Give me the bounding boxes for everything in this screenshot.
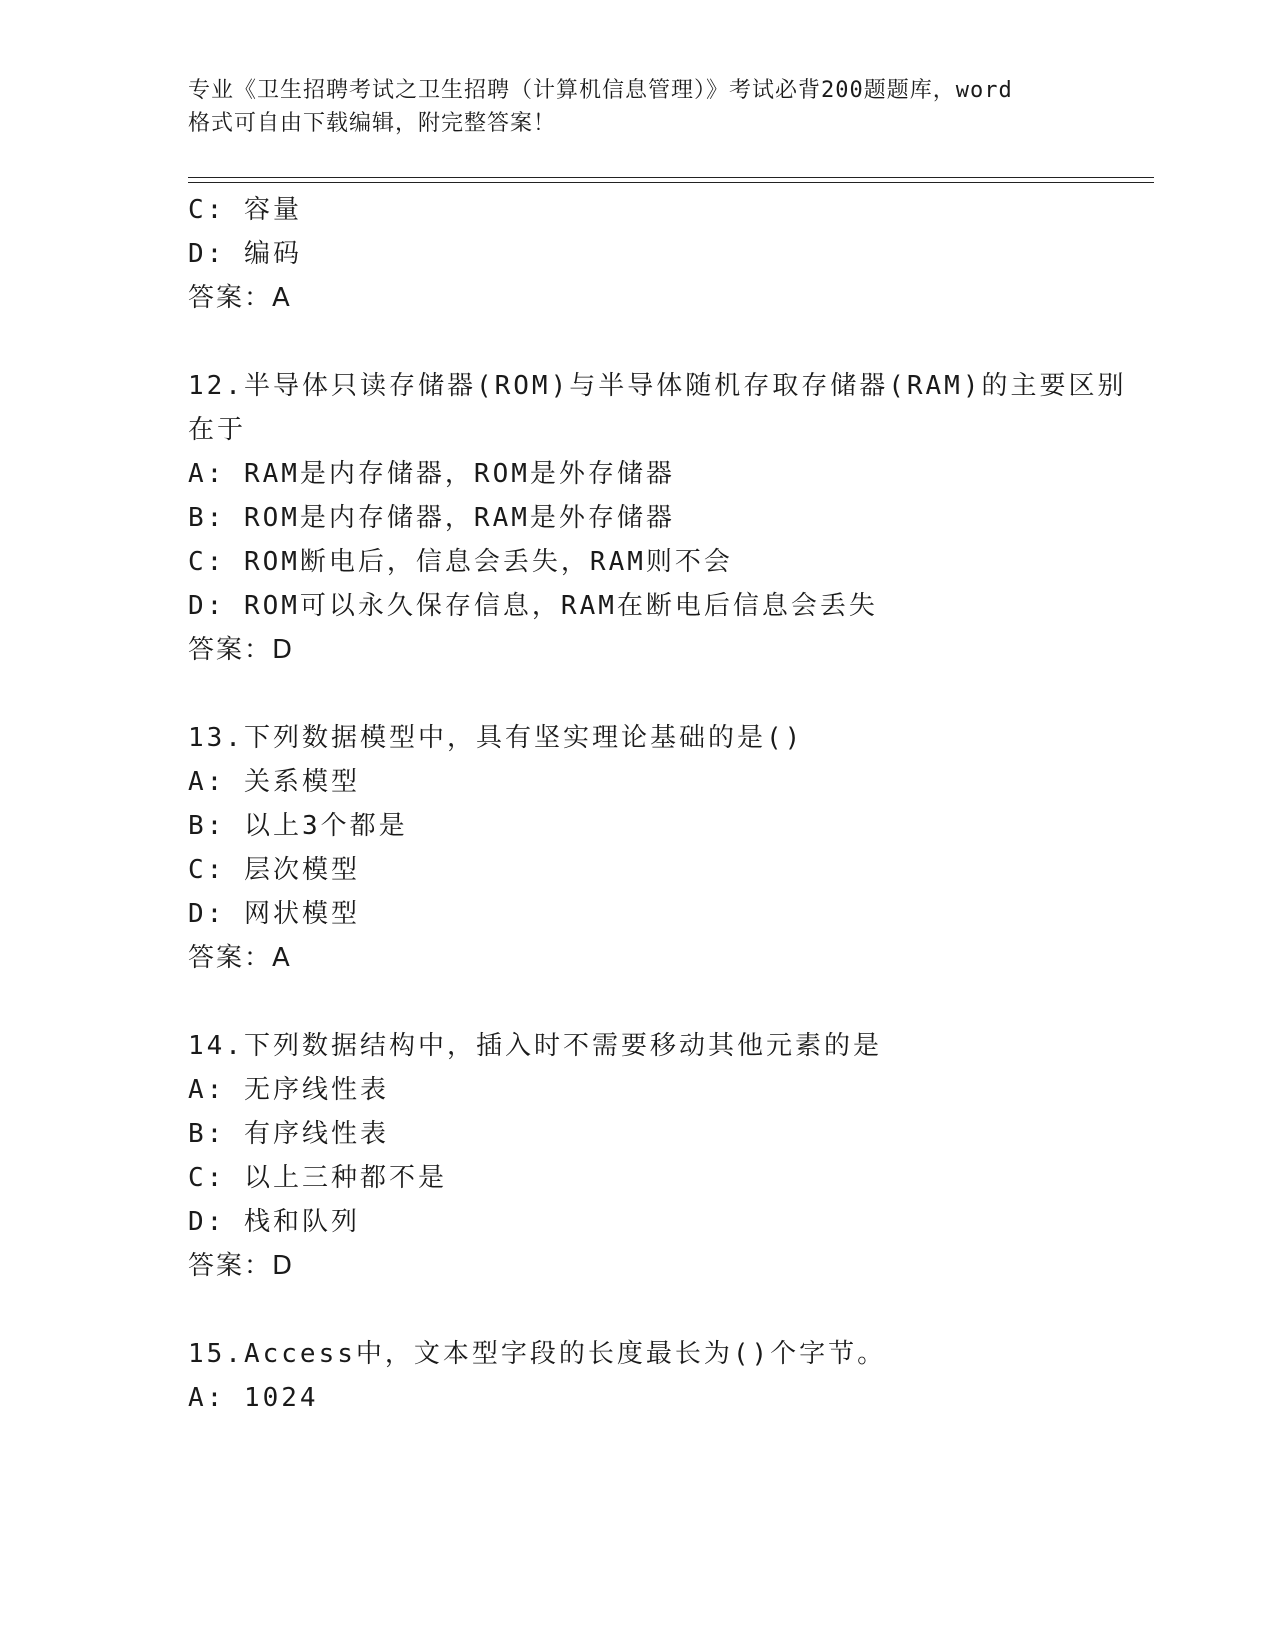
q14-option-b: B: 有序线性表 — [188, 1119, 389, 1149]
q12-option-a: A: RAM是内存储器，ROM是外存储器 — [188, 459, 675, 489]
q13-option-a: A: 关系模型 — [188, 767, 360, 797]
q12-answer: 答案：D — [188, 635, 295, 665]
q11-option-c: C: 容量 — [188, 195, 302, 225]
q14-answer: 答案：D — [188, 1251, 295, 1281]
q12-option-d: D: ROM可以永久保存信息，RAM在断电后信息会丢失 — [188, 591, 878, 621]
q13-option-c: C: 层次模型 — [188, 855, 360, 885]
header-divider-top — [188, 177, 1154, 178]
header-title-line2: 格式可自由下载编辑，附完整答案！ — [188, 111, 557, 136]
q15-option-a: A: 1024 — [188, 1383, 319, 1413]
q11-option-d: D: 编码 — [188, 239, 302, 269]
q13-option-b: B: 以上3个都是 — [188, 811, 408, 841]
q15-question: 15.Access中，文本型字段的长度最长为()个字节。 — [188, 1339, 887, 1369]
q14-question: 14.下列数据结构中，插入时不需要移动其他元素的是 — [188, 1031, 882, 1061]
q12-question-line2: 在于 — [188, 415, 247, 445]
q13-question: 13.下列数据模型中，具有坚实理论基础的是() — [188, 723, 804, 753]
document-header — [188, 74, 1088, 140]
header-divider-bottom — [188, 182, 1154, 183]
q11-answer: 答案：A — [188, 283, 292, 313]
q14-option-d: D: 栈和队列 — [188, 1207, 360, 1237]
q13-answer: 答案：A — [188, 943, 292, 973]
q12-option-c: C: ROM断电后，信息会丢失，RAM则不会 — [188, 547, 733, 577]
q14-option-a: A: 无序线性表 — [188, 1075, 389, 1105]
header-title-line1: 专业《卫生招聘考试之卫生招聘（计算机信息管理）》考试必背200题题库，word — [188, 78, 1013, 103]
q12-option-b: B: ROM是内存储器，RAM是外存储器 — [188, 503, 675, 533]
q12-question-line1: 12.半导体只读存储器(ROM)与半导体随机存取存储器(RAM)的主要区别 — [188, 371, 1127, 401]
q13-option-d: D: 网状模型 — [188, 899, 360, 929]
q14-option-c: C: 以上三种都不是 — [188, 1163, 447, 1193]
